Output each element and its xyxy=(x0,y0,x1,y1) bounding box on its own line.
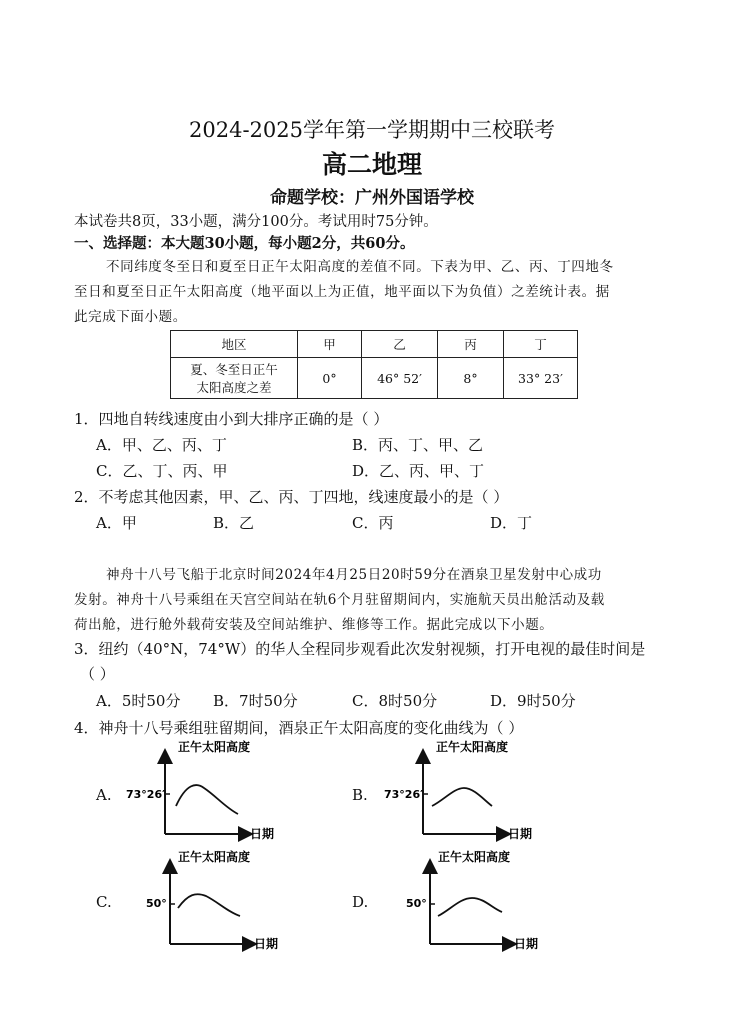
question-2: 2．不考虑其他因素，甲、乙、丙、丁四地，线速度最小的是（ ） xyxy=(74,488,509,506)
table-cell: 46° 52′ xyxy=(362,358,438,399)
q4-graph-a xyxy=(120,740,275,841)
q4-option-b[interactable]: B. xyxy=(352,786,368,804)
passage1-line2: 至日和夏至日正午太阳高度（地平面以上为正值，地平面以下为负值）之差统计表。据 xyxy=(74,284,610,300)
y-axis-label: 正午太阳高度 xyxy=(436,740,509,754)
graph-d-svg xyxy=(380,850,539,951)
table-header-cell: 丙 xyxy=(437,331,503,358)
row-label-line1: 夏、冬至日正午 xyxy=(190,362,278,377)
q4-graph-b xyxy=(378,740,533,841)
passage1-line3: 此完成下面小题。 xyxy=(74,309,187,325)
passage2-line2: 发射。神舟十八号乘组在天宫空间站在轨6个月驻留期间内，实施航天员出舱活动及载 xyxy=(74,592,605,608)
exam-title: 2024-2025学年第一学期期中三校联考 xyxy=(189,118,555,142)
question-1: 1．四地自转线速度由小到大排序正确的是（ ） xyxy=(74,410,389,428)
x-axis-label: 日期 xyxy=(250,827,275,841)
table-row-label xyxy=(171,358,298,399)
q3-option-b[interactable]: B．7时50分 xyxy=(213,692,298,710)
q4-graph-c xyxy=(120,850,279,951)
tick-label: 50° xyxy=(406,897,427,910)
q1-option-c[interactable]: C．乙、丁、丙、甲 xyxy=(96,462,228,480)
table-header-cell: 丁 xyxy=(503,331,577,358)
passage2-line1: 神舟十八号飞船于北京时间2024年4月25日20时59分在酒泉卫星发射中心成功 xyxy=(106,567,602,583)
curve-peak-early xyxy=(178,894,240,916)
q1-option-d[interactable]: D．乙、丙、甲、丁 xyxy=(352,462,485,480)
table-cell: 0° xyxy=(298,358,362,399)
q2-option-a[interactable]: A．甲 xyxy=(96,514,137,532)
curve-peak-middle xyxy=(438,898,502,916)
table-cell: 33° 23′ xyxy=(503,358,577,399)
q2-option-d[interactable]: D．丁 xyxy=(490,514,533,532)
q4-option-a[interactable]: A. xyxy=(96,786,112,804)
tick-label: 73°26′ xyxy=(384,788,424,801)
graph-c-svg xyxy=(120,850,279,951)
q3-option-d[interactable]: D．9时50分 xyxy=(490,692,576,710)
question-4: 4．神舟十八号乘组驻留期间，酒泉正午太阳高度的变化曲线为（ ） xyxy=(74,719,524,737)
q3-option-c[interactable]: C．8时50分 xyxy=(352,692,438,710)
passage1-line1: 不同纬度冬至日和夏至日正午太阳高度的差值不同。下表为甲、乙、丙、丁四地冬 xyxy=(106,259,614,275)
curve-peak-middle xyxy=(432,788,492,806)
x-axis-label: 日期 xyxy=(508,827,533,841)
subject-title: 高二地理 xyxy=(321,150,422,179)
q1-option-b[interactable]: B．丙、丁、甲、乙 xyxy=(352,436,484,454)
graph-b-svg xyxy=(378,740,533,841)
setter-school: 命题学校：广州外国语学校 xyxy=(270,188,474,208)
q4-graph-d xyxy=(380,850,539,951)
x-axis-label: 日期 xyxy=(514,937,539,951)
curve-peak-early xyxy=(176,785,238,814)
q3-option-a[interactable]: A．5时50分 xyxy=(96,692,181,710)
noon-sun-difference-table xyxy=(170,330,578,399)
q1-option-a[interactable]: A．甲、乙、丙、丁 xyxy=(96,436,227,454)
q2-option-c[interactable]: C．丙 xyxy=(352,514,394,532)
section-heading: 一、选择题：本大题30小题，每小题2分，共60分。 xyxy=(74,235,415,252)
tick-label: 50° xyxy=(146,897,167,910)
q2-option-b[interactable]: B．乙 xyxy=(213,514,255,532)
table-header-cell: 地区 xyxy=(171,331,298,358)
table-header-cell: 甲 xyxy=(298,331,362,358)
tick-label: 73°26′ xyxy=(126,788,166,801)
graph-a-svg xyxy=(120,740,275,841)
exam-info: 本试卷共8页，33小题，满分100分。考试用时75分钟。 xyxy=(74,214,438,230)
q4-option-c[interactable]: C. xyxy=(96,893,112,911)
question-3-brackets: （ ） xyxy=(80,665,115,683)
table-cell: 8° xyxy=(437,358,503,399)
row-label-line2: 太阳高度之差 xyxy=(196,380,272,395)
x-axis-label: 日期 xyxy=(254,937,279,951)
question-3: 3．纽约（40°N，74°W）的华人全程同步观看此次发射视频，打开电视的最佳时间是 xyxy=(74,640,646,658)
passage2-line3: 荷出舱，进行舱外载荷安装及空间站维护、维修等工作。据此完成以下小题。 xyxy=(74,617,554,633)
y-axis-label: 正午太阳高度 xyxy=(438,850,511,864)
q4-option-d[interactable]: D. xyxy=(352,893,369,911)
y-axis-label: 正午太阳高度 xyxy=(178,850,251,864)
y-axis-label: 正午太阳高度 xyxy=(178,740,251,754)
table-header-cell: 乙 xyxy=(362,331,438,358)
